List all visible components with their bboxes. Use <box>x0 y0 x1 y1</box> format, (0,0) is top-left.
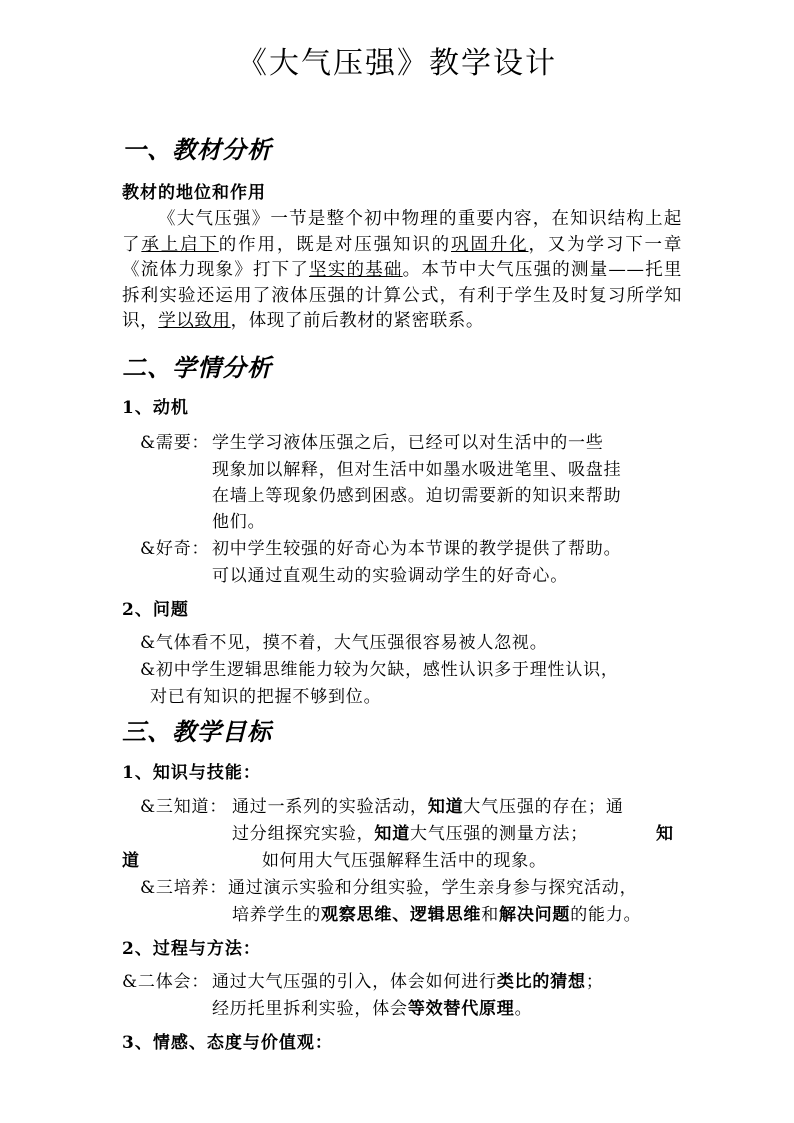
bold-phrase: 知道 <box>427 797 464 817</box>
label-three-train: &三培养： <box>140 878 228 898</box>
text-run: 的能力。 <box>570 905 642 925</box>
document-title: 《大气压强》教学设计 <box>237 46 557 81</box>
underlined-phrase: 学以致用 <box>158 311 231 331</box>
subheading-position-role: 教材的地位和作用 <box>122 183 266 203</box>
know-line-2-tail: 知 <box>656 824 674 844</box>
need-line: 现象加以解释，但对生活中如墨水吸进笔里、吸盘挂 <box>212 460 622 480</box>
text-run: 。本节中大气压强的测量——托里拆利实验还运用了液体压强的计算公式，有利于学生及时复习所学知识， <box>122 260 683 331</box>
bold-phrase: 观察思维、逻辑思维 <box>321 905 482 925</box>
section-heading-material-analysis: 一、教材分析 <box>122 135 272 164</box>
underlined-phrase: 巩固升化 <box>451 234 529 255</box>
bold-phrase: 类比的猜想 <box>496 972 586 992</box>
know-line-2 <box>232 819 588 844</box>
curious-line: 可以通过直观生动的实验调动学生的好奇心。 <box>212 566 568 586</box>
label-curious: &好奇： <box>140 539 210 559</box>
paragraph-material-position <box>122 207 682 335</box>
need-line: 在墙上等现象仍感到困惑。迫切需要新的知识来帮助 <box>212 486 622 506</box>
text-run: 的作用，既是对压强知识的 <box>218 234 452 255</box>
text-run: 。 <box>514 999 533 1019</box>
label-three-know: &三知道： <box>140 797 228 817</box>
underlined-phrase: 坚实的基础 <box>309 260 403 280</box>
text-run: 过分组探究实验， <box>232 824 375 844</box>
curious-line: 初中学生较强的好奇心为本节课的教学提供了帮助。 <box>212 539 622 559</box>
experience-line-1 <box>212 967 604 992</box>
text-run: 经历托里拆利实验，体会 <box>212 999 408 1019</box>
problem-line: &气体看不见，摸不着，大气压强很容易被人忽视。 <box>140 633 548 653</box>
experience-line-2 <box>212 994 532 1019</box>
know-line-3: 如何用大气压强解释生活中的现象。 <box>262 851 547 871</box>
train-line-2 <box>232 900 641 925</box>
train-line-1: 通过演示实验和分组实验，学生亲身参与探究活动， <box>228 878 638 898</box>
know-line-1 <box>232 792 624 817</box>
text-run: 通过大气压强的引入，体会如何进行 <box>212 972 497 992</box>
underlined-phrase: 承上启下 <box>141 234 219 255</box>
bold-phrase: 等效替代原理 <box>407 999 515 1019</box>
text-run: 大气压强的存在；通 <box>463 797 624 817</box>
text-run: ，又为学习下一章《流体力现象》打下了 <box>122 234 683 280</box>
problem-line: 对已有知识的把握不够到位。 <box>150 687 382 707</box>
label-two-experience: &二体会： <box>122 972 210 992</box>
subheading-motivation: 1、动机 <box>122 398 189 418</box>
section-heading-teaching-goals: 三、教学目标 <box>122 717 272 746</box>
text-run: 培养学生的 <box>232 905 321 925</box>
bold-phrase: 解决问题 <box>499 905 571 925</box>
know-line-3-head: 道 <box>122 851 140 871</box>
subheading-problems: 2、问题 <box>122 600 189 620</box>
text-run: 大气压强的测量方法； <box>410 824 589 844</box>
problem-line: &初中学生逻辑思维能力较为欠缺，感性认识多于理性认识， <box>140 660 619 680</box>
need-line: 学生学习液体压强之后，已经可以对生活中的一些 <box>212 433 604 453</box>
subheading-process-method: 2、过程与方法： <box>122 939 261 959</box>
subheading-knowledge-skills: 1、知识与技能： <box>122 763 261 783</box>
text-run: 《大气压强》一节是整个初中物理的重要内容，在知识结构上起了 <box>122 209 682 255</box>
label-need: &需要： <box>140 433 210 453</box>
text-run: ，体现了前后教材的紧密联系。 <box>230 311 485 331</box>
subheading-emotion-values: 3、情感、态度与价值观： <box>122 1033 333 1053</box>
need-line: 他们。 <box>212 512 266 532</box>
text-run: 和 <box>481 905 500 925</box>
text-run: 通过一系列的实验活动， <box>232 797 428 817</box>
section-heading-learner-analysis: 二、学情分析 <box>122 353 272 382</box>
bold-phrase: 知道 <box>374 824 411 844</box>
text-run: ； <box>585 972 604 992</box>
